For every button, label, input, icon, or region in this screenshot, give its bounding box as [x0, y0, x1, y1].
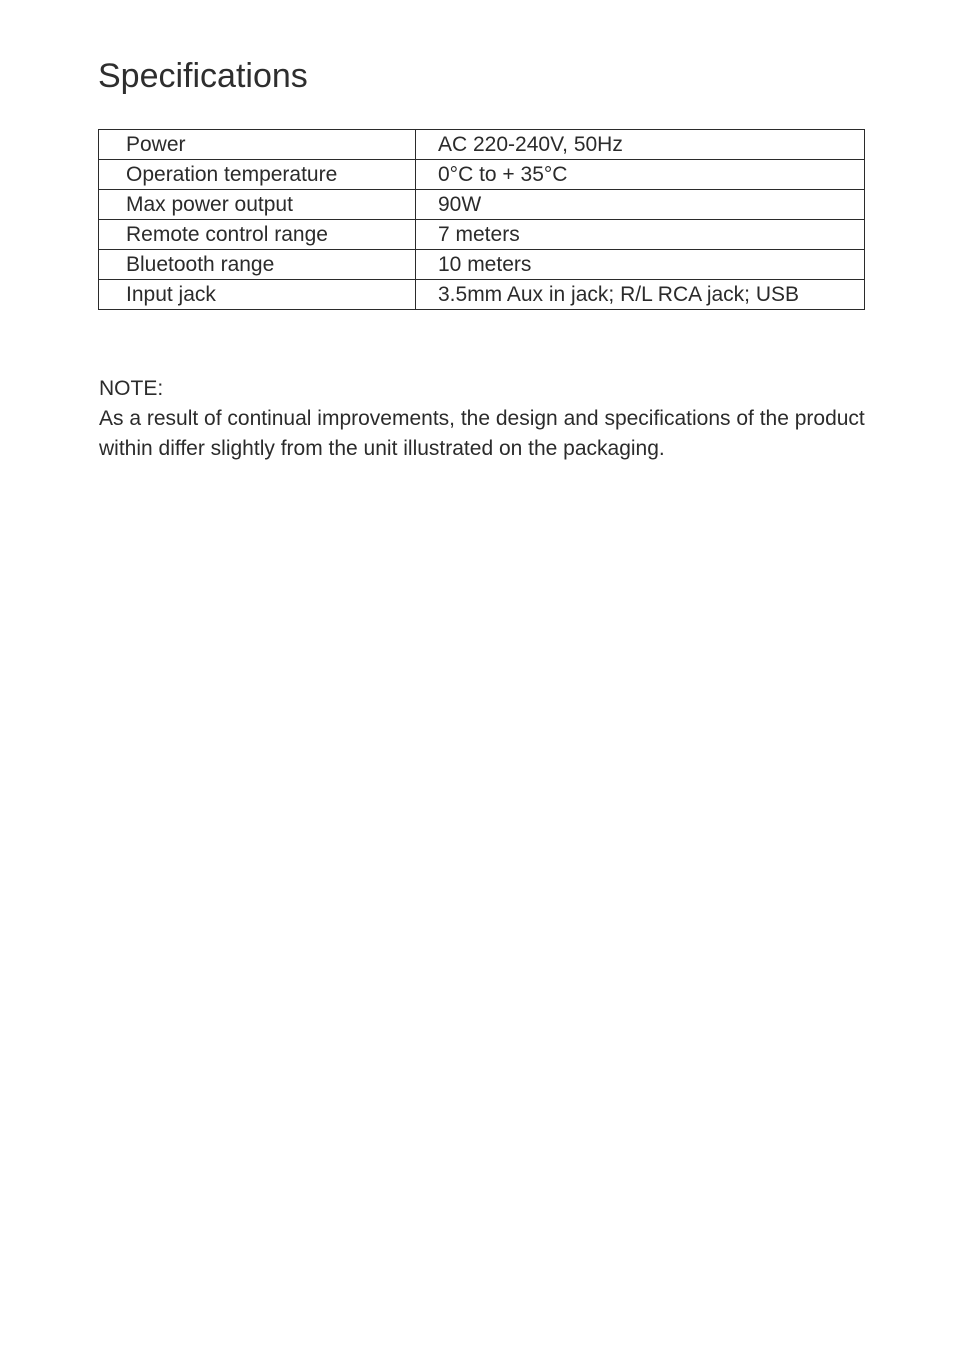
- table-row: [99, 190, 865, 220]
- table-row: [99, 250, 865, 280]
- spec-label: Remote control range: [99, 220, 416, 250]
- spec-value: 3.5mm Aux in jack; R/L RCA jack; USB: [416, 280, 865, 310]
- note-heading: NOTE:: [99, 377, 164, 400]
- spec-value: 0°C to + 35°C: [416, 160, 865, 190]
- spec-value: 10 meters: [416, 250, 865, 280]
- spec-label: Bluetooth range: [99, 250, 416, 280]
- spec-label: Operation temperature: [99, 160, 416, 190]
- specifications-table: [98, 129, 865, 310]
- spec-label: Power: [99, 130, 416, 160]
- table-row: [99, 130, 865, 160]
- spec-value: 90W: [416, 190, 865, 220]
- table-row: [99, 220, 865, 250]
- page-title: Specifications: [98, 57, 308, 95]
- spec-value: 7 meters: [416, 220, 865, 250]
- spec-value: AC 220-240V, 50Hz: [416, 130, 865, 160]
- note-section: [99, 374, 879, 464]
- spec-label: Input jack: [99, 280, 416, 310]
- note-text: As a result of continual improvements, the design and specifications of the product within differ slightly from the unit illustrated on the packaging.: [99, 407, 865, 460]
- table-row: [99, 160, 865, 190]
- table-row: [99, 280, 865, 310]
- spec-label: Max power output: [99, 190, 416, 220]
